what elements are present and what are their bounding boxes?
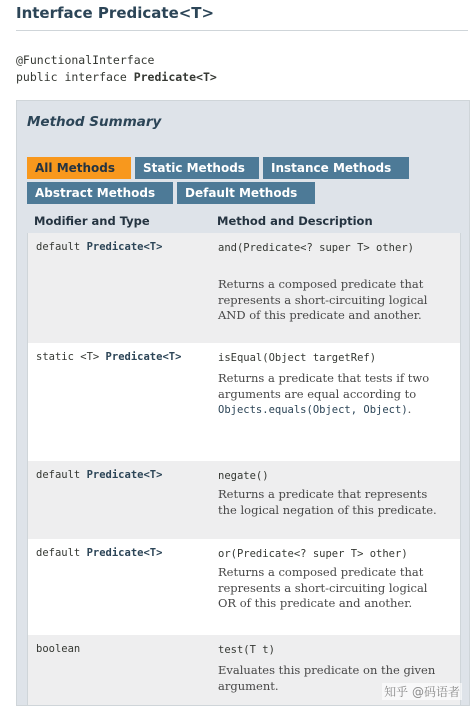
method-signature-link[interactable]: isEqual(Object targetRef) <box>218 352 377 364</box>
method-summary-heading: Method Summary <box>27 114 162 130</box>
modifier-keyword: static <T> <box>36 351 106 363</box>
table-row <box>27 233 461 343</box>
method-description <box>218 371 446 419</box>
method-signature-link[interactable]: test(T t) <box>218 644 275 656</box>
declaration-prefix: public interface <box>16 70 134 84</box>
tab-all-methods[interactable]: All Methods <box>27 157 131 179</box>
page-title: Interface Predicate<T> <box>16 4 215 22</box>
method-description: Evaluates this predicate on the given argument. <box>218 663 436 693</box>
return-type-link[interactable]: Predicate<T> <box>105 351 182 363</box>
modifier-type <box>36 643 80 655</box>
modifier-keyword: default <box>36 547 87 559</box>
modifier-type <box>36 547 162 559</box>
method-summary-panel <box>16 100 470 706</box>
tab-static-methods[interactable]: Static Methods <box>135 157 259 179</box>
description-period: . <box>407 402 412 416</box>
objects-equals-link[interactable]: Objects.equals(Object, Object) <box>218 404 408 416</box>
modifier-type <box>36 351 181 363</box>
declaration-line <box>16 69 217 86</box>
modifier-type <box>36 241 162 253</box>
table-row <box>27 539 461 635</box>
return-type-link[interactable]: Predicate<T> <box>86 241 163 253</box>
title-divider <box>16 30 468 31</box>
table-header <box>27 209 461 233</box>
tab-instance-methods[interactable]: Instance Methods <box>263 157 409 179</box>
annotation-text: @FunctionalInterface <box>16 53 155 67</box>
table-row <box>27 343 461 461</box>
interface-declaration <box>16 52 217 86</box>
method-signature-link[interactable]: negate() <box>218 470 269 482</box>
method-description: Returns a predicate that represents the logical negation of this predicate. <box>218 487 437 517</box>
return-type-link[interactable]: Predicate<T> <box>86 547 163 559</box>
watermark: 知乎 @码语者 <box>384 685 460 699</box>
method-description-text: Returns a predicate that tests if two arguments are equal according to <box>218 371 430 401</box>
modifier-type <box>36 469 162 481</box>
column-header-method: Method and Description <box>217 214 373 228</box>
tab-default-methods[interactable]: Default Methods <box>177 182 315 204</box>
table-row <box>27 461 461 539</box>
method-signature-link[interactable]: or(Predicate<? super T> other) <box>218 548 408 560</box>
method-description: Returns a composed predicate that represents a short-circuiting logical OR of this predicate and another. <box>218 565 428 610</box>
modifier-keyword: default <box>36 241 87 253</box>
modifier-keyword: boolean <box>36 643 81 655</box>
return-type-link[interactable]: Predicate<T> <box>86 469 163 481</box>
method-description: Returns a composed predicate that represents a short-circuiting logical AND of this predicate and another. <box>218 277 428 322</box>
declaration-name: Predicate<T> <box>133 70 217 84</box>
modifier-keyword: default <box>36 469 87 481</box>
column-header-modifier: Modifier and Type <box>34 214 150 228</box>
method-signature-link[interactable]: and(Predicate<? super T> other) <box>218 242 414 254</box>
tab-abstract-methods[interactable]: Abstract Methods <box>27 182 173 204</box>
